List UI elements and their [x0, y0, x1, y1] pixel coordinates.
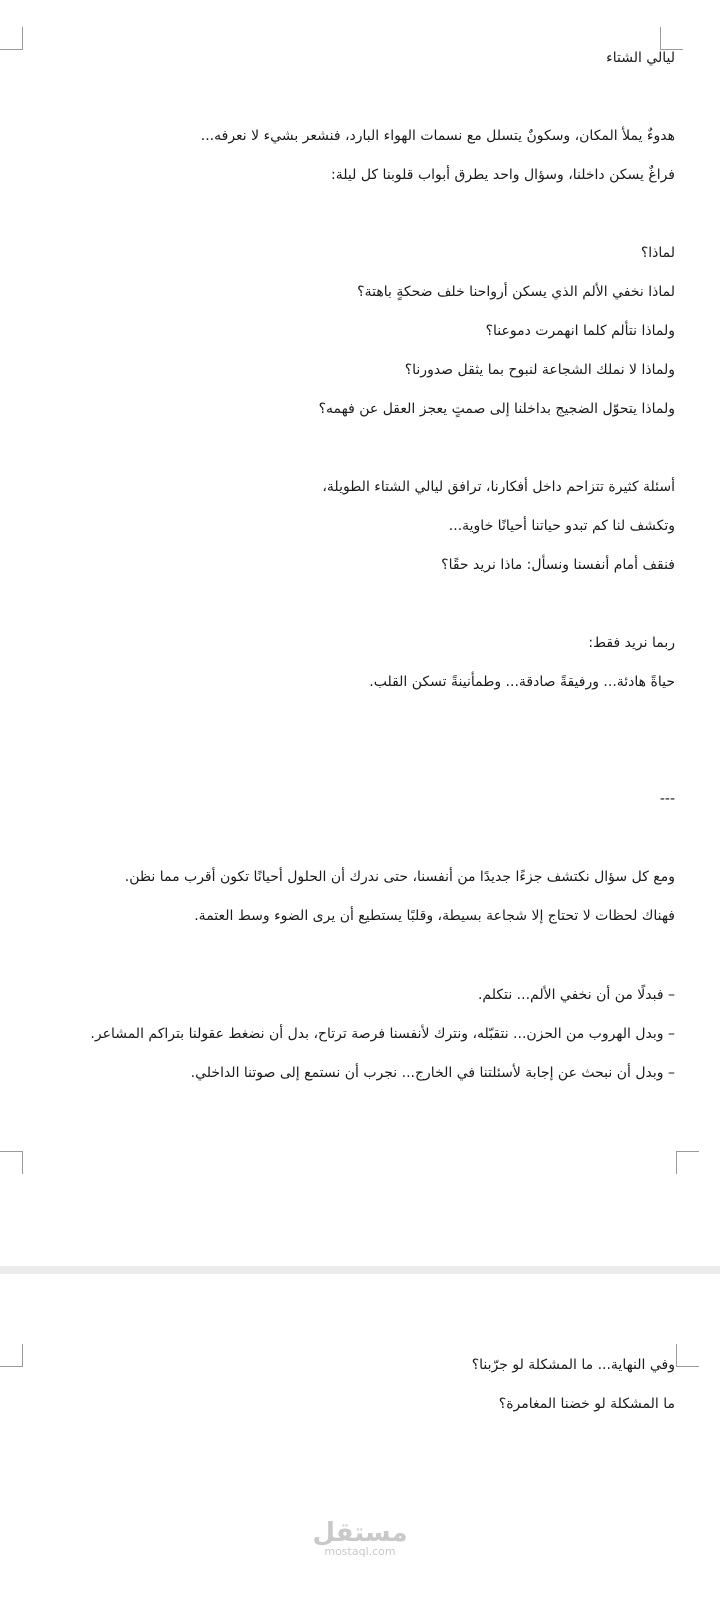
paragraph-line: فراغٌ يسكن داخلنا، وسؤال واحد يطرق أبواب قلوبنا كل ليلة: [331, 167, 675, 183]
margin-corner-mark [660, 27, 683, 50]
list-item: – وبدل الهروب من الحزن... نتقبّله، ونترك لأنفسنا فرصة ترتاح، بدل أن نضغط عقولنا بتراكم المشاعر. [90, 1026, 675, 1042]
paragraph-line: ولماذا يتحوّل الضجيج بداخلنا إلى صمتٍ يعجز العقل عن فهمه؟ [318, 401, 675, 417]
paragraph-line: ولماذا نتألم كلما انهمرت دموعنا؟ [485, 323, 675, 339]
paragraph-line: ما المشكلة لو خضنا المغامرة؟ [498, 1396, 675, 1412]
document-page-2 [0, 1274, 720, 1604]
section-separator: --- [659, 791, 675, 807]
paragraph-line: ربما نريد فقط: [588, 635, 675, 651]
watermark-domain: mostaql.com [324, 1545, 396, 1558]
paragraph-line: أسئلة كثيرة تتزاحم داخل أفكارنا، ترافق ليالي الشتاء الطويلة، [322, 479, 675, 495]
paragraph-line: فنقف أمام أنفسنا ونسأل: ماذا نريد حقًا؟ [441, 557, 675, 573]
watermark-logo [0, 1518, 720, 1558]
watermark-logo-text: مستقل [312, 1518, 408, 1548]
paragraph-line: حياةً هادئة... ورفيقةً صادقة... وطمأنينةً تسكن القلب. [369, 674, 675, 690]
paragraph-line: ولماذا لا نملك الشجاعة لنبوح بما يثقل صدورنا؟ [404, 362, 675, 378]
margin-corner-mark [676, 1344, 699, 1367]
list-item: – وبدل أن نبحث عن إجابة لأسئلتنا في الخارج... نجرب أن نستمع إلى صوتنا الداخلي. [190, 1065, 675, 1081]
paragraph-line: ومع كل سؤال نكتشف جزءًا جديدًا من أنفسنا، حتى ندرك أن الحلول أحيانًا تكون أقرب مما نظن. [124, 869, 675, 885]
document-title: ليالي الشتاء [606, 50, 675, 66]
paragraph-line: لماذا نخفي الألم الذي يسكن أرواحنا خلف ضحكةٍ باهتة؟ [357, 284, 675, 300]
margin-corner-mark [676, 1151, 699, 1174]
page-break [0, 1266, 720, 1274]
paragraph-line: هدوءٌ يملأ المكان، وسكونٌ يتسلل مع نسمات الهواء البارد، فنشعر بشيء لا نعرفه... [200, 128, 675, 144]
list-item: – فبدلًا من أن نخفي الألم... نتكلم. [477, 987, 675, 1003]
paragraph-line: وتكشف لنا كم تبدو حياتنا أحيانًا خاوية... [448, 518, 675, 534]
margin-corner-mark [0, 1151, 23, 1174]
margin-corner-mark [0, 1344, 23, 1367]
paragraph-line: وفي النهاية... ما المشكلة لو جرّبنا؟ [471, 1357, 675, 1373]
paragraph-line: فهناك لحظات لا تحتاج إلا شجاعة بسيطة، وقلبًا يستطيع أن يرى الضوء وسط العتمة. [194, 908, 675, 924]
paragraph-line: لماذا؟ [640, 245, 675, 261]
margin-corner-mark [0, 27, 23, 50]
